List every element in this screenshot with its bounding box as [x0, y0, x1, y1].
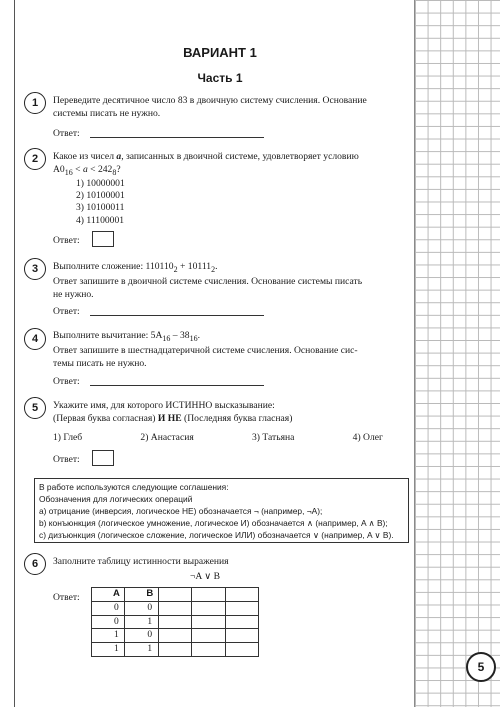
cell-empty[interactable]: [158, 643, 191, 657]
cell-empty[interactable]: [225, 629, 258, 643]
cell-empty[interactable]: [192, 615, 225, 629]
q2-cond-b-base: 8: [112, 167, 117, 177]
variant-title: ВАРИАНТ 1: [183, 45, 257, 60]
q5-line-1: Укажите имя, для которого ИСТИННО высказывание:: [53, 400, 275, 411]
cell-a: 1: [92, 643, 125, 657]
q3-line-3: не нужно.: [53, 288, 94, 300]
table-row: [92, 643, 259, 657]
cell-empty[interactable]: [192, 629, 225, 643]
cell-empty[interactable]: [192, 601, 225, 615]
q6-expression: ¬A ∨ B: [189, 571, 221, 582]
q4-base-a: 16: [162, 333, 171, 343]
q5-option-1: 1) Глеб: [53, 432, 83, 443]
question-3-text: [53, 261, 411, 302]
info-line-5: c) дизъюнкция (логическое сложение, логическое ИЛИ) обозначается ∨ (например, A ∨ B).: [39, 530, 394, 541]
q1-answer-line[interactable]: [90, 137, 264, 138]
cell-b: 0: [125, 601, 158, 615]
q2-line-1: [53, 151, 411, 164]
truth-table-header: [92, 588, 259, 602]
q2-cond-b: < 242: [87, 163, 113, 175]
q4-text-a: Выполните вычитание: 5A: [53, 330, 163, 341]
q2-text-b: , записанных в двоичной системе, удовлетворяет условию: [121, 151, 359, 162]
question-number-2: 2: [24, 148, 46, 170]
q5-options: [53, 432, 383, 445]
q4-line-2: Ответ запишите в шестнадцатеричной системе счисления. Основание сис-: [53, 344, 358, 356]
q5-text-a: (Первая буква согласная): [53, 412, 158, 424]
q5-text-c: (Последняя буква гласная): [181, 412, 293, 424]
question-4-text: [53, 330, 411, 371]
q2-cond-mid: <: [72, 163, 83, 175]
question-number-3: 3: [24, 258, 46, 280]
q4-line-3: темы писать не нужно.: [53, 357, 147, 369]
q3-line-1: [53, 261, 411, 276]
question-number-6: 6: [24, 553, 46, 575]
info-line-3: а) отрицание (инверсия, логическое НЕ) обозначается ¬ (например, ¬A);: [39, 506, 323, 517]
q2-cond-a: A0: [53, 163, 65, 175]
q1-line-2: системы писать не нужно.: [53, 107, 161, 119]
question-number-5: 5: [24, 397, 46, 419]
truth-table: [91, 587, 259, 657]
q5-line-2: [53, 413, 411, 426]
cell-a: 0: [92, 601, 125, 615]
cell-empty[interactable]: [158, 629, 191, 643]
question-number-4: 4: [24, 328, 46, 350]
q3-text-b: + 10111: [177, 261, 212, 272]
question-number-1: 1: [24, 92, 46, 114]
cell-b: 0: [125, 629, 158, 643]
cell-empty[interactable]: [225, 615, 258, 629]
q2-text-a: Какое из чисел: [53, 151, 117, 162]
cell-empty[interactable]: [158, 615, 191, 629]
table-row: [92, 601, 259, 615]
header-b: B: [125, 588, 158, 602]
q2-option-1: 1) 10000001: [76, 178, 125, 189]
q3-answer-label: Ответ:: [53, 306, 80, 317]
q2-cond-end: ?: [116, 163, 121, 175]
header-empty-4[interactable]: [192, 588, 225, 602]
page-number: 5: [466, 652, 496, 682]
header-empty-5[interactable]: [225, 588, 258, 602]
q3-line-2: Ответ запишите в двоичной системе счисления. Основание системы писать: [53, 275, 363, 287]
q4-line-1: [53, 330, 411, 345]
question-6-text: Заполните таблицу истинности выражения: [53, 556, 229, 567]
q3-text-a: Выполните сложение: 110110: [53, 261, 174, 272]
q2-options: [76, 178, 125, 227]
q2-option-2: 2) 10100001: [76, 190, 125, 202]
q2-cond-a-base: 16: [64, 167, 73, 177]
info-line-2: Обозначения для логических операций: [39, 494, 193, 505]
q1-line-1: Переведите десятичное число 83 в двоичную систему счисления. Основание: [53, 95, 367, 106]
q2-answer-label: Ответ:: [53, 235, 80, 246]
q2-answer-box[interactable]: [92, 231, 114, 247]
q3-answer-line[interactable]: [90, 315, 264, 316]
part-title: Часть 1: [197, 71, 243, 85]
q2-cond-variable: a: [82, 163, 88, 175]
q6-answer-label: Ответ:: [53, 592, 80, 603]
q4-text-c: .: [197, 330, 200, 341]
header-empty-3[interactable]: [158, 588, 191, 602]
question-1-text: [53, 95, 411, 121]
conventions-box: [34, 478, 409, 543]
table-row: [92, 629, 259, 643]
cell-empty[interactable]: [225, 601, 258, 615]
q5-option-4: 4) Олег: [352, 432, 383, 443]
q4-base-b: 16: [189, 333, 198, 343]
cell-b: 1: [125, 643, 158, 657]
q3-text-c: .: [215, 261, 218, 272]
info-line-1: В работе используются следующие соглашения:: [39, 482, 229, 492]
header-a: A: [92, 588, 125, 602]
margin-rule: [14, 0, 15, 707]
question-5-text: [53, 400, 411, 426]
q4-text-b: – 38: [170, 330, 190, 341]
q2-condition: [53, 164, 411, 179]
q5-answer-label: Ответ:: [53, 454, 80, 465]
q2-option-4: 4) 11100001: [76, 214, 125, 226]
q5-option-3: 3) Татьяна: [252, 432, 295, 443]
cell-empty[interactable]: [192, 643, 225, 657]
question-2-text: [53, 151, 411, 179]
q1-answer-label: Ответ:: [53, 128, 80, 139]
cell-b: 1: [125, 615, 158, 629]
cell-a: 1: [92, 629, 125, 643]
q5-answer-box[interactable]: [92, 450, 114, 466]
q3-base-b: 2: [211, 264, 216, 274]
cell-a: 0: [92, 615, 125, 629]
q3-base-a: 2: [173, 264, 178, 274]
q2-option-3: 3) 10100011: [76, 202, 125, 214]
q5-option-2: 2) Анастасия: [140, 432, 194, 443]
q2-variable-a: a: [116, 151, 122, 162]
q5-text-b: И НЕ: [157, 412, 182, 424]
grid-paper-strip: [414, 0, 500, 707]
table-row: [92, 615, 259, 629]
info-line-4: b) конъюнкция (логическое умножение, логическое И) обозначается ∧ (например, A ∧ B);: [39, 518, 388, 529]
q4-answer-line[interactable]: [90, 385, 264, 386]
q4-answer-label: Ответ:: [53, 376, 80, 387]
cell-empty[interactable]: [158, 601, 191, 615]
cell-empty[interactable]: [225, 643, 258, 657]
